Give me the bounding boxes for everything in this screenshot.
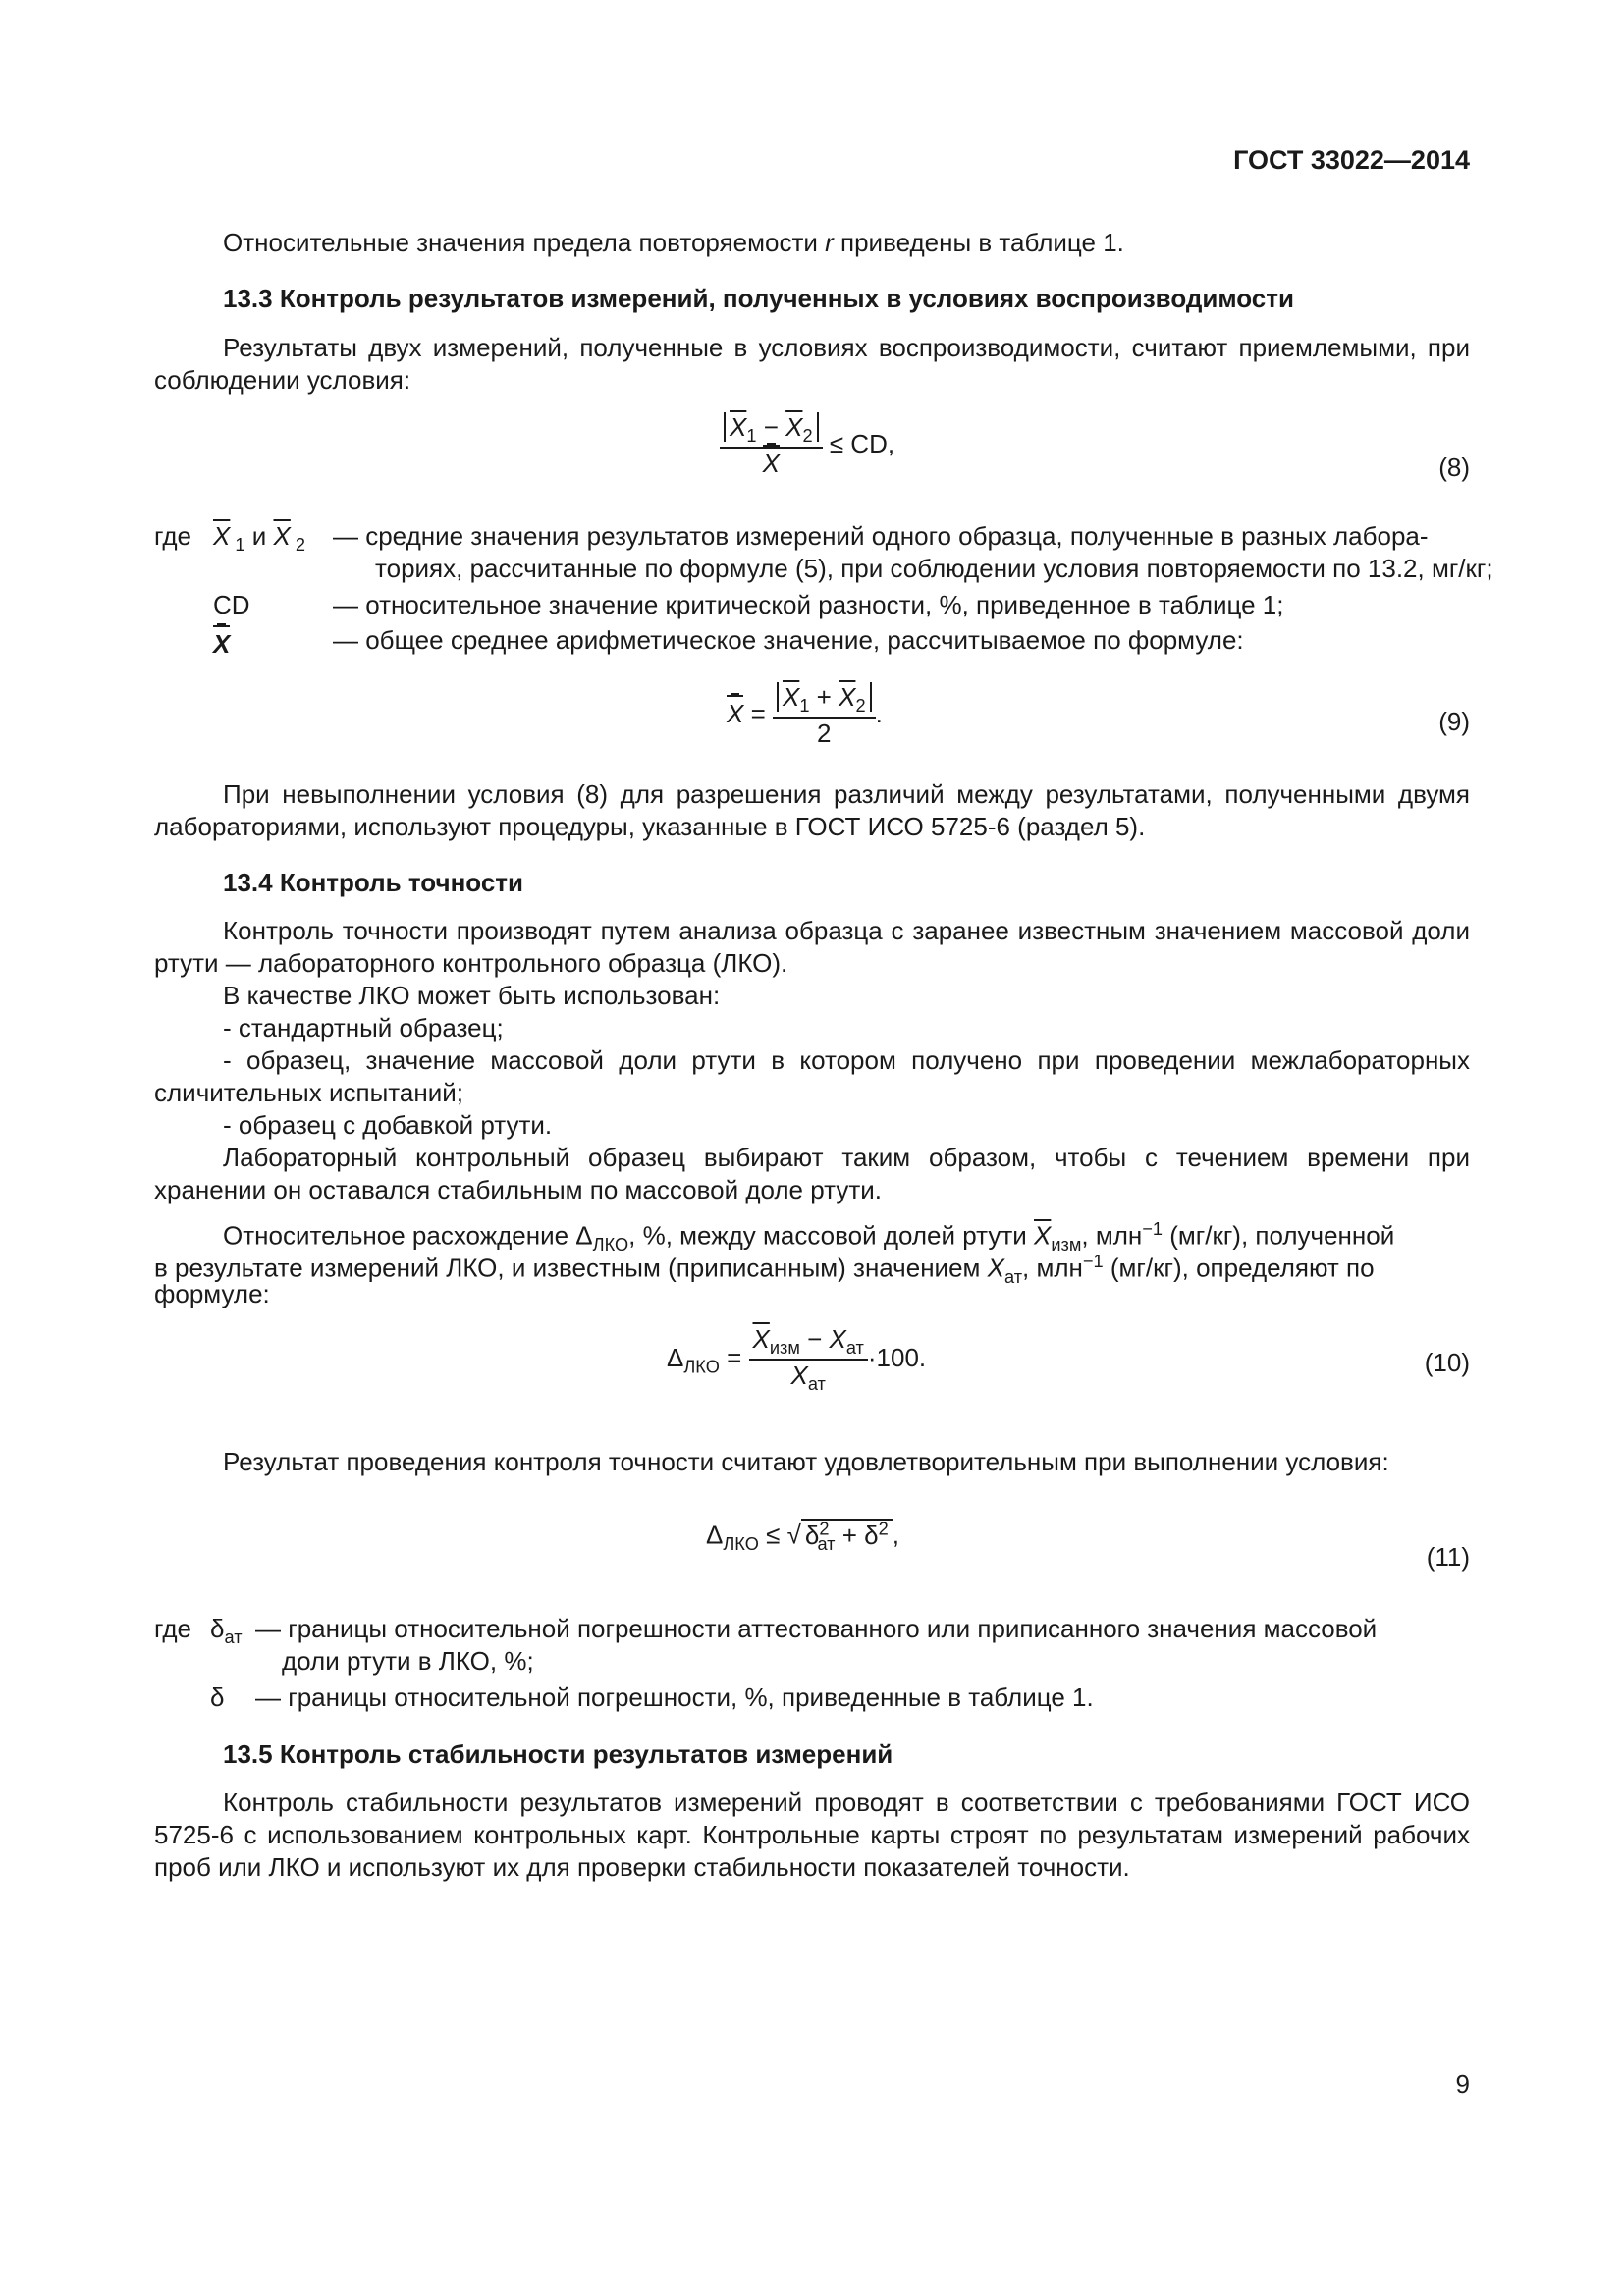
def3-symbol: X: [213, 628, 230, 661]
section-13-4-paragraph-3: Лабораторный контрольный образец выбирают таким образом, чтобы с течением времени при хранении он оставался стабильным по массовой доле ртути.: [154, 1143, 1470, 1204]
formula-9-number: (9): [1438, 707, 1470, 736]
formula-10-multiplier: ·100.: [867, 1343, 927, 1373]
def1-text-a: — средние значения результатов измерений одного образца, полученные в разных лабора-: [333, 521, 1429, 551]
d2-text: — границы относительной погрешности, %, приведенные в таблице 1.: [255, 1682, 1094, 1712]
section-13-5-paragraph: Контроль стабильности результатов измерений проводят в соответствии с требованиями ГОСТ ИСО 5725-6 с использованием контрольных карт. Контрольные карты строят по результатам измерений рабочих проб или ЛКО и используют их для проверки стабильности показателей точности.: [154, 1788, 1470, 1882]
def1-text-b: ториях, рассчитанные по формуле (5), при соблюдении условия повторяемости по 13.2, мг/кг;: [375, 554, 1493, 583]
section-13-4-paragraph-5: Результат проведения контроля точности считают удовлетворительным при выполнении условия:: [223, 1447, 1389, 1476]
d1-text-a: — границы относительной погрешности аттестованного или приписанного значения массовой: [255, 1614, 1378, 1643]
page-number: 9: [1455, 2069, 1470, 2099]
formula-9: X = $\frac{\overline{X}_1 + \overline{X}_2}{2}$ .: [727, 682, 883, 749]
section-13-4-paragraph-4-line-1: Относительное расхождение $\Delta_{ЛКО}$, %, между массовой долей ртути $\overline{X}_{изм}$, млн$^{-1}$ (мг/кг), полученной: [223, 1219, 1395, 1255]
where-label-2: где: [154, 1614, 191, 1643]
formula-10: $\Delta_{ЛКО}$ = $\frac{\overline{X}_{изм} - X_{ат}}{X_{ат}}$ ·100.: [667, 1324, 927, 1395]
formula-11-number: (11): [1426, 1542, 1470, 1572]
section-13-3-paragraph-2: При невыполнении условия (8) для разрешения различий между результатами, полученными двумя лабораториями, используют процедуры, указанные в ГОСТ ИСО 5725-6 (раздел 5).: [154, 779, 1470, 841]
formula-8-rhs: ≤ CD,: [829, 428, 895, 458]
d2-symbol: δ: [210, 1682, 225, 1712]
section-13-3-paragraph: Результаты двух измерений, полученные в условиях воспроизводимости, считают приемлемыми, при соблюдении условия:: [154, 333, 1470, 395]
formula-9-denominator: 2: [817, 719, 832, 749]
def2-text: — относительное значение критической разности, %, приведенное в таблице 1;: [333, 590, 1284, 619]
formula-10-number: (10): [1424, 1348, 1470, 1377]
def2-symbol: CD: [213, 590, 250, 619]
formula-8: $\frac{\overline{X}_1 - \overline{X}_2}{X}$ ≤ CD,: [720, 412, 894, 479]
intro-paragraph: Относительные значения предела повторяемости r приведены в таблице 1.: [223, 228, 1124, 257]
where-label: где: [154, 521, 191, 551]
section-13-4-heading: 13.4 Контроль точности: [223, 868, 523, 897]
section-13-5-heading: 13.5 Контроль стабильности результатов измерений: [223, 1739, 893, 1769]
document-id-header: ГОСТ 33022—2014: [1233, 145, 1470, 175]
section-13-4-paragraph-1: Контроль точности производят путем анализа образца с заранее известным значением массовой доли ртути — лабораторного контрольного образца (ЛКО).: [154, 916, 1470, 978]
d1-text-b: доли ртути в ЛКО, %;: [282, 1646, 534, 1676]
section-13-4-paragraph-2: В качестве ЛКО может быть использован:: [223, 981, 721, 1010]
section-13-4-paragraph-4-line-2: в результате измерений ЛКО, и известным (приписанным) значением $X_{ат}$, млн$^{-1}$ (мг/кг), определяют по: [154, 1252, 1375, 1287]
list-item-3: - образец с добавкой ртути.: [223, 1110, 553, 1140]
list-item-1: - стандартный образец;: [223, 1013, 504, 1042]
section-13-4-paragraph-4-line-3: формуле:: [154, 1279, 270, 1308]
def1-symbol: $\overline{X}$ $_1$ и $\overline{X}$ $_2$: [213, 521, 306, 556]
section-13-3-heading: 13.3 Контроль результатов измерений, полученных в условиях воспроизводимости: [223, 284, 1294, 313]
formula-11: $\Delta_{ЛКО}$ ≤ √ $\delta^2_{ат} + \delta^2$ ,: [706, 1519, 899, 1554]
document-page: [154, 0, 1493, 2296]
d1-symbol: $\delta_{ат}$: [210, 1614, 243, 1648]
def3-text: — общее среднее арифметическое значение, рассчитываемое по формуле:: [333, 625, 1244, 655]
list-item-2: - образец, значение массовой доли ртути в котором получено при проведении межлабораторных сличительных испытаний;: [154, 1045, 1470, 1107]
formula-8-number: (8): [1438, 453, 1470, 482]
